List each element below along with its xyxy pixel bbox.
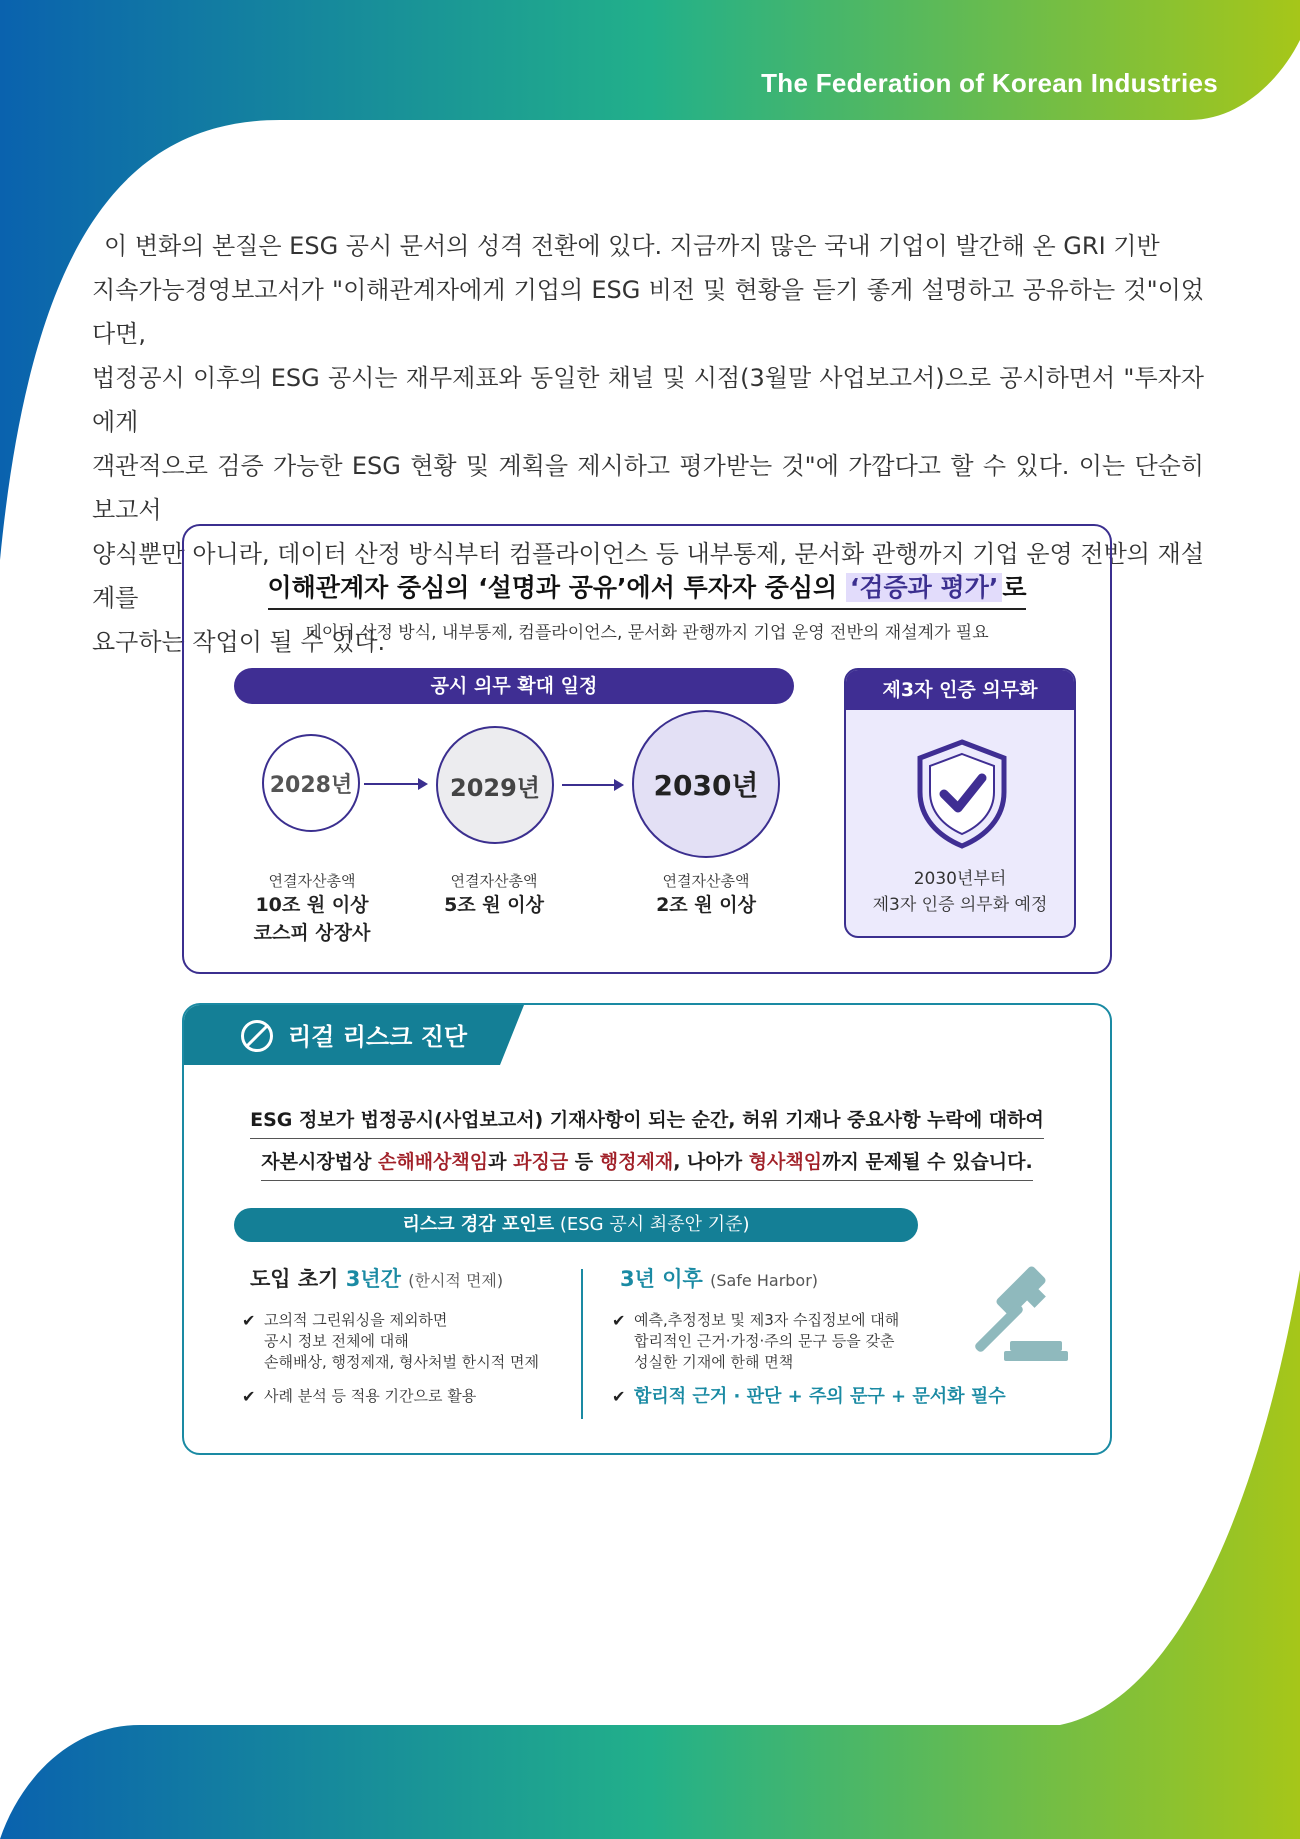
- schedule-card: [182, 524, 1112, 974]
- bullet-line: ✔ 합리적 근거 · 판단 + 주의 문구 + 문서화 필수: [634, 1386, 1006, 1407]
- year-criteria-2028: [224, 870, 400, 947]
- year-circle-2028: 2028년: [262, 734, 360, 832]
- heading-note: (Safe Harbor): [710, 1271, 819, 1290]
- year-criteria-2030: [618, 870, 794, 919]
- year-criteria-2029: [406, 870, 582, 919]
- left-bullet-2: [242, 1386, 594, 1407]
- schedule-card-title: [184, 568, 1110, 610]
- year-circle-2029: 2029년: [436, 726, 554, 844]
- criteria-threshold: 5조 원 이상: [444, 894, 544, 916]
- certification-line2: 제3자 인증 의무화 예정: [872, 895, 1048, 915]
- title-highlight: ‘검증과 평가’: [846, 573, 1002, 602]
- right-bullet-2: [612, 1386, 1014, 1407]
- heading-b: 3년 이후: [620, 1267, 703, 1291]
- gavel-icon: [966, 1261, 1070, 1365]
- heading-b: 3년간: [345, 1267, 401, 1291]
- body-line: 지속가능경영보고서가 "이해관계자에게 기업의 ESG 비전 및 현황을 듣기 좋게 설명하고 공유하는 것"이었다면,: [92, 276, 1204, 348]
- points-label: 리스크 경감 포인트: [402, 1214, 555, 1235]
- body-line: 이 변화의 본질은 ESG 공시 문서의 성격 전환에 있다. 지금까지 많은 국내 기업이 발간해 온 GRI 기반: [104, 232, 1160, 260]
- body-line: 법정공시 이후의 ESG 공시는 재무제표와 동일한 채널 및 시점(3월말 사업보고서)으로 공시하면서 "투자자에게: [92, 364, 1204, 436]
- legal-risk-card: [182, 1003, 1112, 1455]
- warning-term: 과징금: [513, 1151, 569, 1173]
- certification-text: [846, 866, 1074, 918]
- risk-points-label: [234, 1208, 918, 1242]
- criteria-extra: 코스피 상장사: [253, 922, 371, 944]
- body-line: 요구하는 작업이 될 수 있다.: [92, 628, 386, 656]
- warning-text: 까지 문제될 수 있습니다.: [822, 1151, 1033, 1173]
- prohibited-icon: [240, 1019, 274, 1053]
- timeline-label: 공시 의무 확대 일정: [234, 668, 794, 704]
- bullet-line: ✔ 사례 분석 등 적용 기간으로 활용: [264, 1387, 477, 1405]
- criteria-label: 연결자산총액: [662, 872, 750, 890]
- criteria-label: 연결자산총액: [450, 872, 538, 890]
- criteria-label: 연결자산총액: [268, 872, 356, 890]
- warning-text: , 나아가: [673, 1151, 749, 1173]
- tab-label: 리걸 리스크 진단: [288, 1023, 467, 1051]
- warning-line2: [261, 1147, 1032, 1181]
- warning-term: 손해배상책임: [378, 1151, 489, 1173]
- bullet-line: ✔ 고의적 그린워싱을 제외하면: [264, 1311, 448, 1329]
- bullet-line: 성실한 기재에 한해 면책: [634, 1353, 794, 1371]
- organization-name: The Federation of Korean Industries: [761, 68, 1218, 98]
- left-bullet-1: [242, 1310, 594, 1373]
- warning-text: 과: [488, 1151, 514, 1173]
- criteria-threshold: 2조 원 이상: [656, 894, 756, 916]
- title-part1: 이해관계자 중심의 ‘설명과 공유’에서 투자자 중심의: [267, 573, 846, 602]
- shield-check-icon: [914, 738, 1010, 850]
- bullet-line: ✔ 예측,추정정보 및 제3자 수집정보에 대해: [634, 1311, 900, 1329]
- warning-term: 행정제재: [599, 1151, 674, 1173]
- arrow-right-icon: [364, 783, 426, 785]
- body-line: 양식뿐만 아니라, 데이터 산정 방식부터 컴플라이언스 등 내부통제, 문서화 관행까지 기업 운영 전반의 재설계를: [92, 540, 1204, 612]
- warning-term: 형사책임: [748, 1151, 823, 1173]
- schedule-card-subtitle: 데이터 산정 방식, 내부통제, 컴플라이언스, 문서화 관행까지 기업 운영 전반의 재설계가 필요: [305, 623, 989, 643]
- bullet-line: 합리적인 근거·가정·주의 문구 등을 갖춘: [634, 1332, 895, 1350]
- certification-line1: 2030년부터: [913, 869, 1007, 889]
- heading-note: (한시적 면제): [408, 1271, 504, 1290]
- right-column-heading: [620, 1263, 818, 1293]
- points-note: (ESG 공시 최종안 기준): [559, 1214, 750, 1235]
- heading-a: 도입 초기: [250, 1267, 346, 1291]
- bullet-line: 손해배상, 행정제재, 형사처벌 한시적 면제: [264, 1353, 539, 1371]
- warning-text: 등: [568, 1151, 600, 1173]
- certification-label: 제3자 인증 의무화: [846, 670, 1074, 710]
- warning-line1: ESG 정보가 법정공시(사업보고서) 기재사항이 되는 순간, 허위 기재나 중요사항 누락에 대하여: [250, 1105, 1044, 1139]
- year-circle-2030: 2030년: [632, 710, 780, 858]
- bullet-line: 공시 정보 전체에 대해: [264, 1332, 409, 1350]
- title-part2: 로: [1002, 573, 1027, 602]
- body-line: 객관적으로 검증 가능한 ESG 현황 및 계획을 제시하고 평가받는 것"에 가깝다고 할 수 있다. 이는 단순히 보고서: [92, 452, 1204, 524]
- right-bullet-1: [612, 1310, 964, 1373]
- warning-text: 자본시장법상: [261, 1151, 378, 1173]
- left-column-heading: [250, 1263, 503, 1293]
- certification-box: [844, 668, 1076, 938]
- arrow-right-icon: [562, 784, 622, 786]
- criteria-threshold: 10조 원 이상: [255, 894, 369, 916]
- legal-warning: [184, 1105, 1110, 1189]
